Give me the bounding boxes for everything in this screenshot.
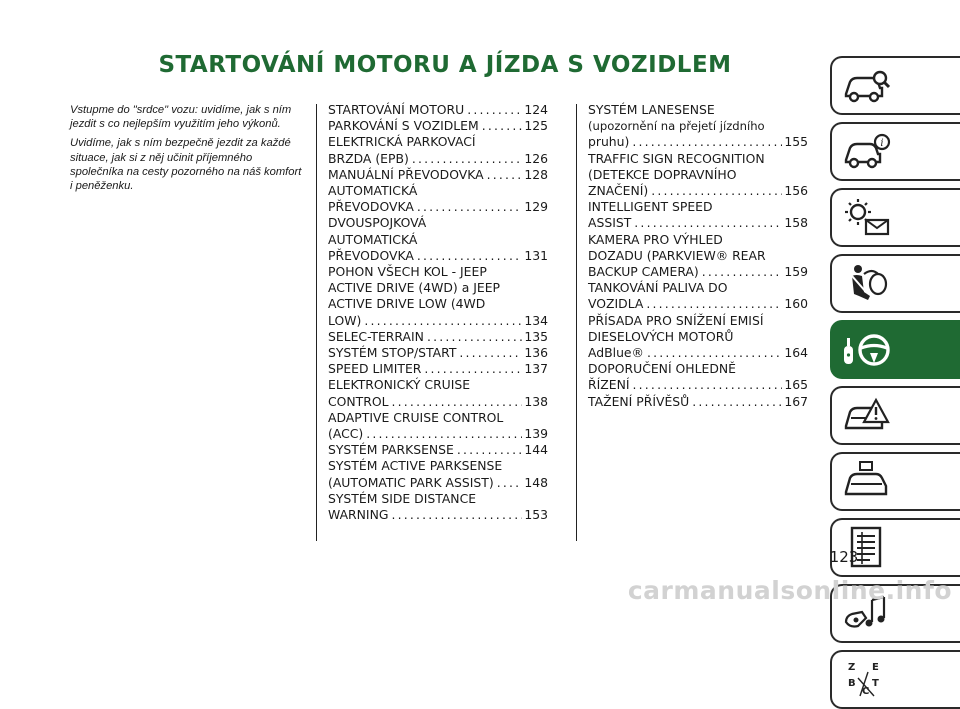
toc-entry-row: [328, 426, 548, 442]
toc-entry[interactable]: [328, 491, 548, 523]
intro-text: [70, 103, 306, 198]
toc-entry-label: SYSTÉM STOP/START: [328, 345, 457, 361]
toc-entry[interactable]: [588, 313, 808, 362]
toc-entry-label: POHON VŠECH KOL - JEEP: [328, 264, 487, 280]
toc-entry-label: PŘÍSADA PRO SNÍŽENÍ EMISÍ: [588, 312, 764, 328]
toc-entry-row: [328, 313, 548, 329]
page-number: 123: [829, 548, 859, 566]
toc-entry-row: [588, 264, 808, 280]
toc-entry-label: DOPORUČENÍ OHLEDNĚ: [588, 361, 736, 377]
dot-leader: [392, 394, 523, 410]
toc-entry-label: MANUÁLNÍ PŘEVODOVKA: [328, 166, 484, 182]
watermark: carmanualsonline.info: [627, 576, 952, 605]
dot-leader: [632, 134, 782, 150]
toc-entry-label: LOW): [328, 312, 362, 328]
page-title: STARTOVÁNÍ MOTORU A JÍZDA S VOZIDLEM: [158, 52, 732, 78]
toc-entry-row: [328, 102, 548, 118]
dot-leader: [457, 442, 522, 458]
dot-leader: [427, 329, 522, 345]
dot-leader: [364, 313, 522, 329]
toc-column-2: [588, 102, 808, 410]
toc-page-number: 137: [524, 361, 548, 377]
dot-leader: [702, 264, 783, 280]
toc-entry-row: [328, 248, 548, 264]
intro-paragraph: Uvidíme, jak s ním bezpečně jezdit za každé situace, jak si z něj učinit příjemného společníka na cesty pozorného na náš komfort i peněženku.: [70, 137, 302, 193]
dot-leader: [647, 345, 782, 361]
toc-entry-label: DOZADU (PARKVIEW® REAR: [588, 247, 766, 263]
toc-entry-row: [588, 394, 808, 410]
toc-page-number: 155: [784, 134, 808, 150]
toc-page-number: 139: [524, 426, 548, 442]
toc-entry-label: ELEKTRICKÁ PARKOVACÍ: [328, 134, 476, 150]
tab-car-search[interactable]: [830, 56, 960, 115]
toc-entry-label: TAŽENÍ PŘÍVĚSŮ: [588, 393, 690, 409]
car-emergency-icon: [842, 394, 892, 438]
tab-key-steering-wheel[interactable]: [830, 320, 960, 379]
svg-text:B: B: [848, 678, 856, 689]
toc-page-number: 138: [524, 393, 548, 409]
toc-entry-label: (DETEKCE DOPRAVNÍHO: [588, 166, 737, 182]
toc-entry-label: (ACC): [328, 426, 364, 442]
toc-entry-row: [328, 118, 548, 134]
toc-entry[interactable]: [328, 264, 548, 329]
dot-leader: [417, 199, 522, 215]
tab-car-emergency[interactable]: [830, 386, 960, 445]
toc-entry-label: SELEC-TERRAIN: [328, 328, 424, 344]
tab-seatbelt-airbag[interactable]: [830, 254, 960, 313]
toc-entry-label: BRZDA (EPB): [328, 150, 409, 166]
toc-page-number: 158: [784, 215, 808, 231]
toc-entry-label: (upozornění na přejetí jízdního: [588, 119, 765, 134]
dot-leader: [634, 215, 782, 231]
toc-entry-label: (AUTOMATIC PARK ASSIST): [328, 474, 494, 490]
toc-entry-row: [328, 507, 548, 523]
toc-page-number: 160: [784, 296, 808, 312]
svg-text:C: C: [862, 686, 870, 697]
dot-leader: [459, 345, 522, 361]
toc-entry-row: [328, 394, 548, 410]
toc-entry-label: PŘEVODOVKA: [328, 247, 414, 263]
dot-leader: [412, 151, 523, 167]
svg-text:Z: Z: [848, 662, 856, 673]
toc-entry[interactable]: [328, 167, 548, 183]
toc-entry[interactable]: [328, 410, 548, 442]
toc-page-number: 129: [524, 199, 548, 215]
warning-lights-icon: [842, 196, 892, 240]
dot-leader: [497, 475, 523, 491]
toc-entry[interactable]: [328, 102, 548, 118]
toc-entry[interactable]: [328, 442, 548, 458]
toc-entry-label: KAMERA PRO VÝHLED: [588, 231, 723, 247]
toc-entry-label: SPEED LIMITER: [328, 361, 422, 377]
key-steering-wheel-icon: [842, 328, 892, 372]
tab-car-info[interactable]: [830, 122, 960, 181]
toc-entry[interactable]: [328, 118, 548, 134]
dot-leader: [366, 426, 522, 442]
toc-entry-row: [588, 296, 808, 312]
column-divider: [316, 104, 317, 541]
toc-entry-label: SYSTÉM SIDE DISTANCE: [328, 490, 477, 506]
toc-entry[interactable]: [588, 394, 808, 410]
toc-page-number: 164: [784, 345, 808, 361]
toc-entry-label: ACTIVE DRIVE LOW (4WD: [328, 296, 486, 312]
dot-leader: [424, 361, 522, 377]
toc-entry-row: [328, 361, 548, 377]
toc-entry-label: DVOUSPOJKOVÁ: [328, 215, 427, 231]
toc-entry-row: [328, 442, 548, 458]
toc-page-number: 165: [784, 377, 808, 393]
toc-entry-label: TRAFFIC SIGN RECOGNITION: [588, 150, 765, 166]
toc-entry-row: [588, 134, 808, 150]
toc-entry-label: TANKOVÁNÍ PALIVA DO: [588, 280, 728, 296]
dot-leader: [646, 296, 782, 312]
column-divider: [576, 104, 577, 541]
toc-entry-row: [328, 329, 548, 345]
toc-entry-label: AUTOMATICKÁ: [328, 183, 418, 199]
toc-entry-label: SYSTÉM LANESENSE: [588, 102, 715, 117]
toc-entry-label: ASSIST: [588, 215, 632, 231]
toc-entry[interactable]: [588, 102, 808, 151]
toc-entry-label: BACKUP CAMERA): [588, 264, 699, 280]
toc-entry[interactable]: [588, 361, 808, 393]
tab-warning-lights[interactable]: [830, 188, 960, 247]
car-search-icon: [842, 64, 892, 108]
toc-entry-row: [328, 167, 548, 183]
toc-entry-label: WARNING: [328, 507, 389, 523]
toc-entry-label: AUTOMATICKÁ: [328, 231, 418, 247]
toc-entry[interactable]: [588, 280, 808, 312]
toc-page-number: 128: [524, 166, 548, 182]
intro-paragraph: Vstupme do "srdce" vozu: uvidíme, jak s ním jezdit s co nejlepším využitím jeho výkonů.: [70, 104, 292, 131]
toc-entry-row: [328, 151, 548, 167]
toc-entry-row: [328, 345, 548, 361]
toc-entry[interactable]: [328, 215, 548, 264]
toc-page-number: 135: [524, 328, 548, 344]
svg-text:i: i: [880, 138, 884, 149]
toc-entry-label: DIESELOVÝCH MOTORŮ: [588, 328, 734, 344]
toc-entry-label: ŘÍZENÍ: [588, 377, 630, 393]
dot-leader: [487, 167, 523, 183]
toc-entry[interactable]: [328, 329, 548, 345]
toc-entry-label: SYSTÉM PARKSENSE: [328, 442, 454, 458]
dot-leader: [482, 118, 523, 134]
car-info-icon: [842, 130, 892, 174]
toc-entry-label: VOZIDLA: [588, 296, 644, 312]
toc-page-number: 148: [524, 474, 548, 490]
toc-page-number: 131: [524, 247, 548, 263]
toc-entry-label: ACTIVE DRIVE (4WD) a JEEP: [328, 280, 501, 296]
seatbelt-airbag-icon: [842, 262, 892, 306]
toc-entry-label: pruhu): [588, 134, 630, 150]
toc-page-number: 159: [784, 264, 808, 280]
toc-page-number: 125: [524, 118, 548, 134]
dot-leader: [391, 507, 522, 523]
tab-index[interactable]: [830, 650, 960, 709]
toc-entry-label: CONTROL: [328, 393, 389, 409]
dot-leader: [467, 102, 522, 118]
toc-entry[interactable]: [328, 183, 548, 215]
toc-column-1: [328, 102, 548, 523]
toc-entry[interactable]: [328, 345, 548, 361]
toc-entry-label: SYSTÉM ACTIVE PARKSENSE: [328, 458, 503, 474]
toc-entry-label: PŘEVODOVKA: [328, 199, 414, 215]
dot-leader: [651, 183, 782, 199]
toc-entry-row: [588, 183, 808, 199]
toc-page-number: 136: [524, 345, 548, 361]
toc-entry-label: ADAPTIVE CRUISE CONTROL: [328, 409, 504, 425]
dot-leader: [692, 394, 782, 410]
index-letters-icon: [842, 658, 892, 702]
toc-page-number: 156: [784, 183, 808, 199]
toc-page-number: 144: [524, 442, 548, 458]
toc-entry[interactable]: [328, 361, 548, 377]
toc-page-number: 126: [524, 150, 548, 166]
toc-entry[interactable]: [328, 134, 548, 166]
toc-entry-row: [588, 377, 808, 393]
dot-leader: [633, 377, 783, 393]
toc-entry[interactable]: [328, 458, 548, 490]
toc-page-number: 167: [784, 393, 808, 409]
svg-text:T: T: [872, 678, 879, 689]
toc-entry-row: [328, 199, 548, 215]
toc-entry-row: [588, 215, 808, 231]
toc-entry[interactable]: [588, 199, 808, 231]
toc-entry-label: ELEKTRONICKÝ CRUISE: [328, 377, 471, 393]
toc-entry-row: [588, 345, 808, 361]
toc-entry[interactable]: [328, 377, 548, 409]
dot-leader: [417, 248, 522, 264]
toc-entry[interactable]: [588, 232, 808, 281]
toc-entry-label: INTELLIGENT SPEED: [588, 199, 713, 215]
toc-entry-label: ZNAČENÍ): [588, 183, 649, 199]
tab-car-service[interactable]: [830, 452, 960, 511]
toc-page-number: 153: [524, 507, 548, 523]
toc-page-number: 134: [524, 312, 548, 328]
svg-text:E: E: [872, 662, 879, 673]
toc-entry-label: PARKOVÁNÍ S VOZIDLEM: [328, 118, 479, 134]
car-service-icon: [842, 460, 892, 504]
toc-entry-label: AdBlue®: [588, 345, 644, 361]
toc-entry-label: STARTOVÁNÍ MOTORU: [328, 102, 465, 117]
toc-entry[interactable]: [588, 151, 808, 200]
toc-entry-row: [328, 475, 548, 491]
toc-page-number: 124: [524, 102, 548, 117]
